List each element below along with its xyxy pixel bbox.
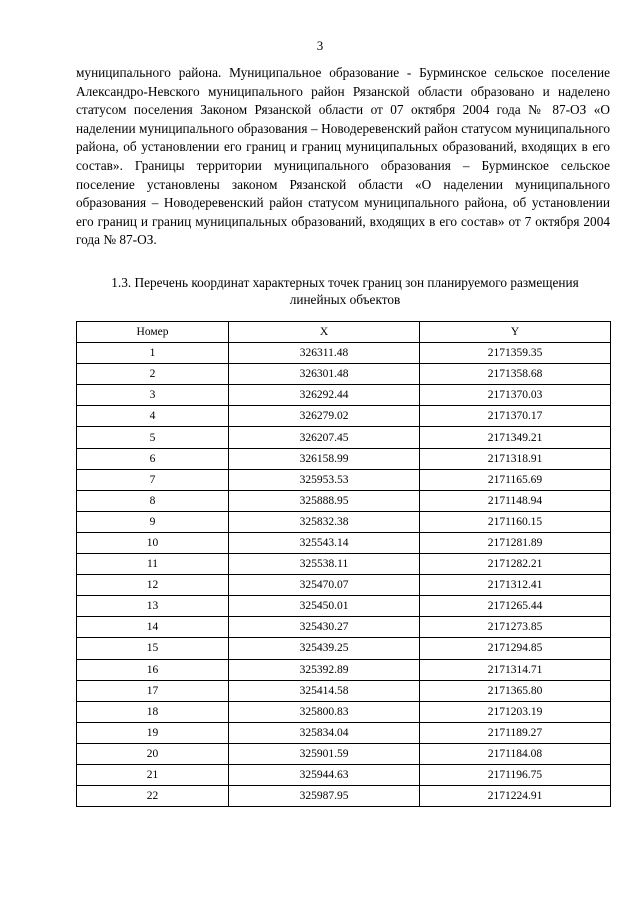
cell-number: 2 [77, 364, 229, 385]
cell-y: 2171196.75 [420, 764, 611, 785]
cell-x: 325987.95 [229, 786, 420, 807]
table-row [77, 427, 611, 448]
table-row [77, 532, 611, 553]
header-number: Номер [77, 322, 229, 343]
table-row [77, 343, 611, 364]
cell-x: 326292.44 [229, 385, 420, 406]
cell-x: 325800.83 [229, 701, 420, 722]
cell-number: 13 [77, 596, 229, 617]
header-x: X [229, 322, 420, 343]
cell-number: 18 [77, 701, 229, 722]
cell-number: 9 [77, 511, 229, 532]
table-header-row [77, 322, 611, 343]
cell-y: 2171349.21 [420, 427, 611, 448]
coordinates-table [76, 321, 611, 807]
cell-number: 6 [77, 448, 229, 469]
cell-x: 325450.01 [229, 596, 420, 617]
table-row [77, 406, 611, 427]
cell-y: 2171312.41 [420, 575, 611, 596]
section-title: 1.3. Перечень координат характерных точек границ зон планируемого размещения линейных объектов [111, 275, 579, 307]
cell-y: 2171265.44 [420, 596, 611, 617]
table-row [77, 490, 611, 511]
cell-x: 325439.25 [229, 638, 420, 659]
table-row [77, 511, 611, 532]
cell-y: 2171359.35 [420, 343, 611, 364]
cell-number: 14 [77, 617, 229, 638]
cell-x: 325832.38 [229, 511, 420, 532]
cell-x: 325944.63 [229, 764, 420, 785]
cell-y: 2171148.94 [420, 490, 611, 511]
cell-number: 11 [77, 554, 229, 575]
cell-x: 325901.59 [229, 743, 420, 764]
intro-paragraph: муниципального района. Муниципальное образование - Бурминское сельское поселение Александро-Невского муниципального район Рязанской области образовано и наделено статусом поселения Законом Рязанской области от 07 октября 2004 года № 87-ОЗ «О наделении муниципального образования – Новодеревенский район статусом муниципального района, об установлении его границ и границ муниципальных образований, входящих в его состав». Границы территории муниципального образования – Бурминское сельское поселение установлены законом Рязанской области «О наделении муниципального образования – Новодеревенский район статусом муниципального района, об установлении его границ и границ муниципальных образований, входящих в его состав» от 7 октября 2004 года № 87-ОЗ. [76, 65, 610, 248]
cell-y: 2171160.15 [420, 511, 611, 532]
cell-x: 325430.27 [229, 617, 420, 638]
cell-x: 325953.53 [229, 469, 420, 490]
cell-x: 325392.89 [229, 659, 420, 680]
table-row [77, 680, 611, 701]
cell-number: 3 [77, 385, 229, 406]
table-row [77, 469, 611, 490]
cell-x: 325543.14 [229, 532, 420, 553]
cell-x: 326279.02 [229, 406, 420, 427]
cell-number: 5 [77, 427, 229, 448]
table-row [77, 659, 611, 680]
table-row [77, 743, 611, 764]
cell-number: 22 [77, 786, 229, 807]
table-row [77, 722, 611, 743]
cell-number: 21 [77, 764, 229, 785]
cell-number: 7 [77, 469, 229, 490]
cell-x: 325470.07 [229, 575, 420, 596]
cell-number: 1 [77, 343, 229, 364]
table-row [77, 575, 611, 596]
cell-number: 8 [77, 490, 229, 511]
cell-y: 2171370.03 [420, 385, 611, 406]
table-row [77, 364, 611, 385]
cell-y: 2171203.19 [420, 701, 611, 722]
cell-x: 325414.58 [229, 680, 420, 701]
cell-x: 326158.99 [229, 448, 420, 469]
cell-y: 2171370.17 [420, 406, 611, 427]
cell-y: 2171224.91 [420, 786, 611, 807]
cell-y: 2171314.71 [420, 659, 611, 680]
table-row [77, 596, 611, 617]
table-row [77, 786, 611, 807]
table-row [77, 385, 611, 406]
cell-y: 2171281.89 [420, 532, 611, 553]
cell-x: 325834.04 [229, 722, 420, 743]
cell-number: 15 [77, 638, 229, 659]
cell-number: 4 [77, 406, 229, 427]
cell-number: 12 [77, 575, 229, 596]
cell-y: 2171318.91 [420, 448, 611, 469]
cell-x: 325888.95 [229, 490, 420, 511]
cell-number: 10 [77, 532, 229, 553]
cell-x: 326207.45 [229, 427, 420, 448]
cell-number: 20 [77, 743, 229, 764]
cell-number: 16 [77, 659, 229, 680]
cell-y: 2171282.21 [420, 554, 611, 575]
cell-y: 2171294.85 [420, 638, 611, 659]
table-row [77, 448, 611, 469]
table-row [77, 617, 611, 638]
table-row [77, 701, 611, 722]
table-row [77, 554, 611, 575]
cell-number: 17 [77, 680, 229, 701]
cell-y: 2171165.69 [420, 469, 611, 490]
cell-x: 326301.48 [229, 364, 420, 385]
cell-y: 2171273.85 [420, 617, 611, 638]
header-y: Y [420, 322, 611, 343]
cell-x: 326311.48 [229, 343, 420, 364]
cell-y: 2171365.80 [420, 680, 611, 701]
cell-y: 2171358.68 [420, 364, 611, 385]
cell-x: 325538.11 [229, 554, 420, 575]
cell-y: 2171184.08 [420, 743, 611, 764]
table-row [77, 638, 611, 659]
table-row [77, 764, 611, 785]
cell-number: 19 [77, 722, 229, 743]
cell-y: 2171189.27 [420, 722, 611, 743]
page-number: 3 [316, 38, 324, 53]
